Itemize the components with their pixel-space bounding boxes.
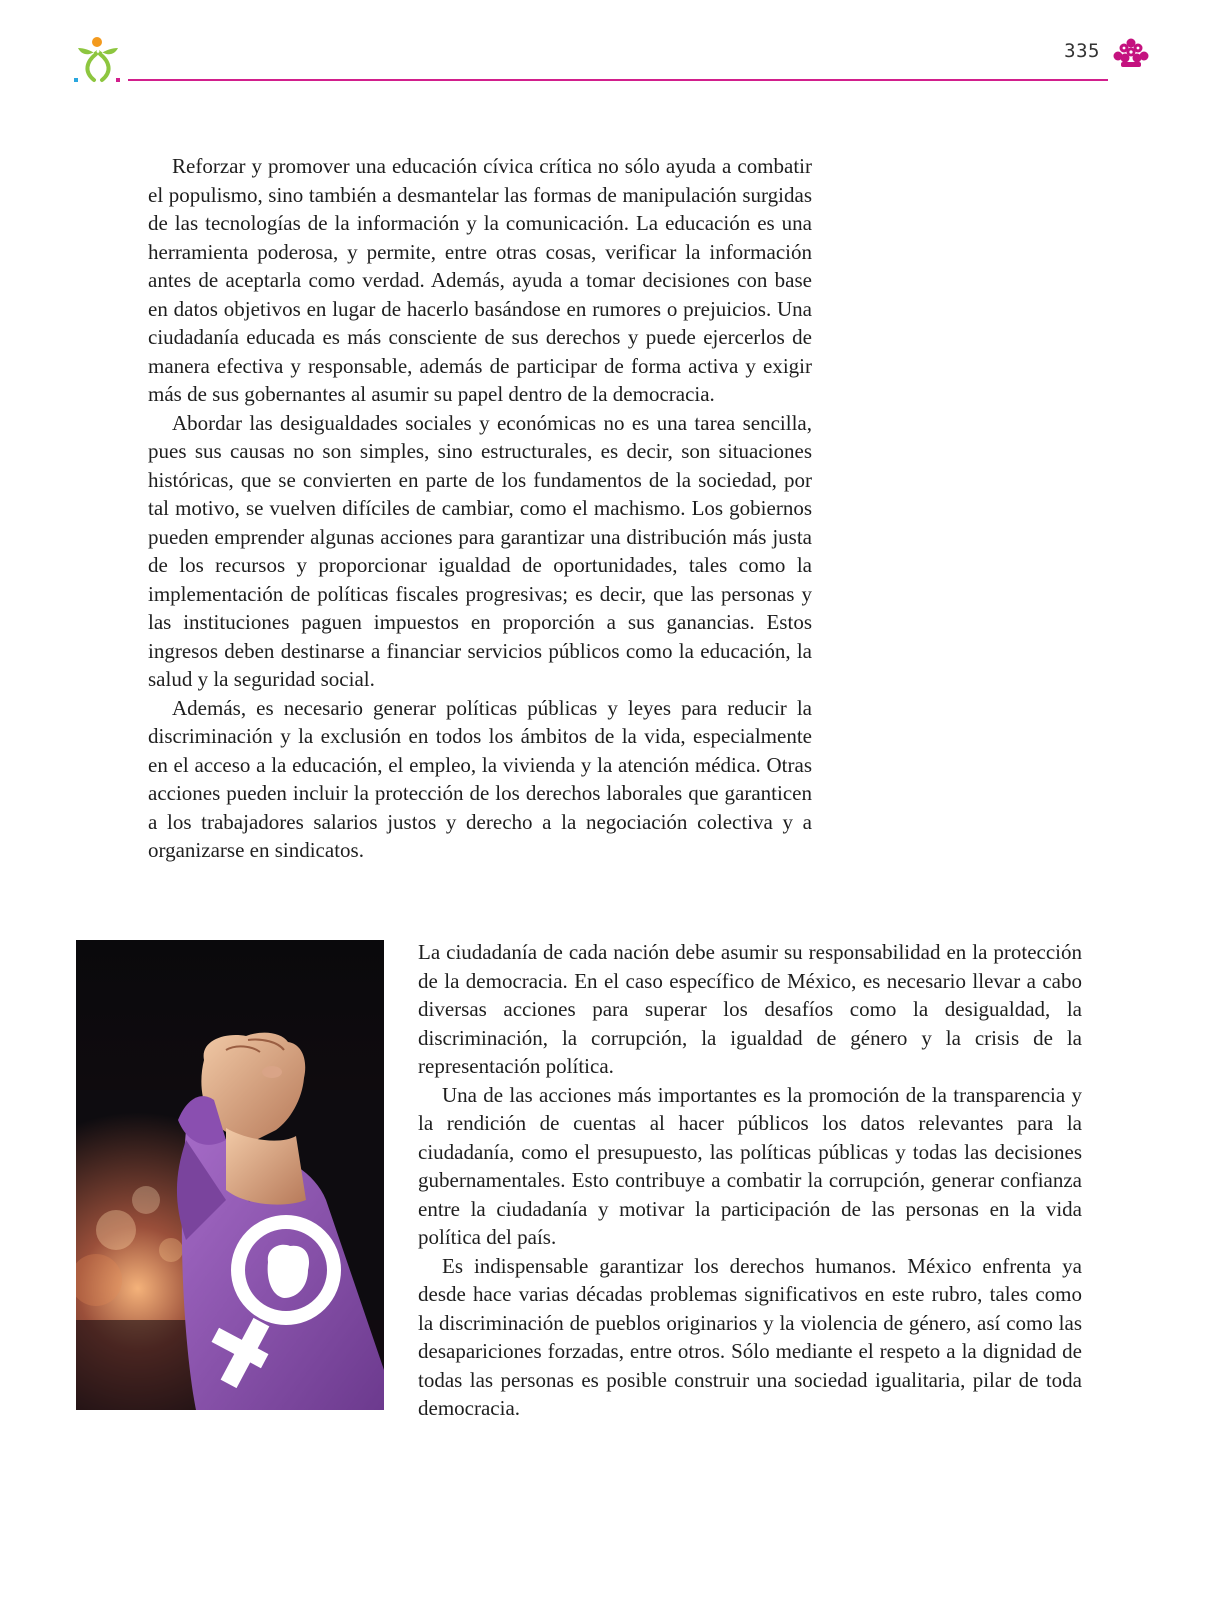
raised-fist-purple-scarf-photo (76, 940, 384, 1410)
main-text-column (148, 152, 812, 865)
paragraph-citizen-responsibility: La ciudadanía de cada nación debe asumir su responsabilidad en la protección de la democracia. En el caso específico de México, es necesario llevar a cabo diversas acciones para superar los desafíos como la desigualdad, la discriminación, la corrupción, la igualdad de género y la crisis de la representación política. (418, 940, 1082, 1078)
paragraph-social-inequality: Abordar las desigualdades sociales y económicas no es una tarea sencilla, pues sus causas no son simples, sino estructurales, es decir, son situaciones históricas, que se convierten en parte de los fundamentos de la sociedad, por tal motivo, se vuelven difíciles de cambiar, como el machismo. Los gobiernos pueden emprender algunas acciones para garantizar una distribución más justa de los recursos y proporcionar igualdad de oportunidades, tales como la implementación de políticas fiscales progresivas; es decir, que las personas y las instituciones paguen impuestos en proporción a sus ganancias. Estos ingresos deben destinarse a financiar servicios públicos como la educación, la salud y la seguridad social. (148, 410, 812, 691)
side-text-column (418, 938, 1082, 1423)
page-number: 335 (1064, 40, 1100, 62)
flower-ornament-icon (1113, 37, 1149, 69)
paragraph-transparency: Una de las acciones más importantes es la promoción de la transparencia y la rendición de cuentas al hacer públicos los datos relevantes para la ciudadanía, como el presupuesto, las políticas públicas y todas las decisiones gubernamentales. Esto contribuye a combatir la corrupción, generar confianza entre la ciudadanía y motivar la participación de las personas en la vida política del país. (418, 1082, 1082, 1249)
header-rule (128, 79, 1108, 81)
paragraph-public-policies: Además, es necesario generar políticas públicas y leyes para reducir la discriminación y la exclusión en todos los ámbitos de la vida, especialmente en el acceso a la educación, el empleo, la vivienda y la atención médica. Otras acciones pueden incluir la protección de los derechos laborales que garanticen a los trabajadores salarios justos y derecho a la negociación colectiva y a organizarse en sindicatos. (148, 695, 812, 862)
paragraph-human-rights: Es indispensable garantizar los derechos humanos. México enfrenta ya desde hace varias décadas problemas significativos en este rubro, tales como la discriminación de pueblos originarios y la violencia de género, así como las desapariciones forzadas, entre otros. Sólo mediante el respeto a la dignidad de todas las personas es posible construir una sociedad igualitaria, pilar de toda democracia. (418, 1253, 1082, 1420)
paragraph-civic-education: Reforzar y promover una educación cívica crítica no sólo ayuda a combatir el populismo, sino también a desmantelar las formas de manipulación surgidas de las tecnologías de la información y la comunicación. La educación es una herramienta poderosa, y permite, entre otras cosas, verificar la información antes de aceptarla como verdad. Además, ayuda a tomar decisiones con base en datos objetivos en lugar de hacerlo basándose en rumores o prejuicios. Una ciudadanía educada es más consciente de sus derechos y puede ejercerlos de manera efectiva y responsable, además de participar de forma activa y exigir más de sus gobernantes al asumir su papel dentro de la democracia. (148, 154, 812, 406)
series-logo-icon (72, 34, 124, 88)
